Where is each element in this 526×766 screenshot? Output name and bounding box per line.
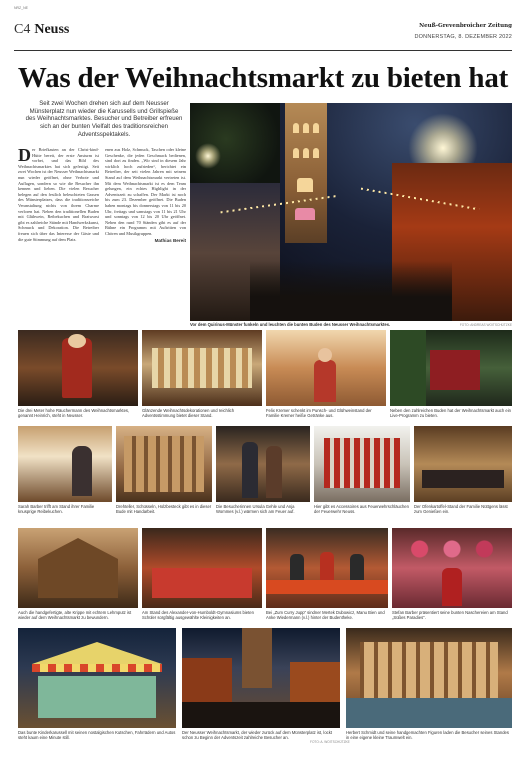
dateline: DONNERSTAG, 8. DEZEMBER 2022: [414, 34, 512, 40]
church-tower: [285, 103, 327, 243]
photo-12-caption: Bei „Zum Curry Jupp“ sindner Mertek Dubowicz, Manu Bien und Anke Wiedermann (v.l.) hinter der Budentheke.: [266, 610, 385, 621]
article-text-1: er Briefkasten an der Christ-kind-Hütte bereit, der erste Ansturm ist vorbei, und das Bild des Weihnachtsmarktes hat sich gefestigt. Seit zwei Wochen ist der Neusser Weihnachtsmarkt nun wieder geöffnet, ohne Verbote und Auflagen, sondern so wie die Besucher ihn kennen und lieben. Die vielen Besucher belegen auf den festlich beleuchteten Gassen des Münsterplatzes, dass die traditionsreiche Veranstaltung nichts von ihrem Charme verloren hat. Neben den traditionellen Buden mit Glühwein, Reibekuchen und Bratwurst gibt es zahlreiche Stände mit Handwerkskunst, Schmuck und Dekoration. Die Betreiber freuen sich über das Interesse der Gäste und die gute Stimmung auf dem Platz.: [18, 147, 99, 242]
author-byline: Mathias Bereit: [154, 237, 186, 243]
article-body: [18, 147, 186, 323]
header-rule: [14, 50, 512, 51]
hero-credit: FOTO: ANDREAS WOITSCHÜTZKE: [459, 323, 512, 327]
photo-6-caption: Drehteller, Schüsseln, Holzbesteck gibt es in dieser Bude mit Handarbeit.: [116, 504, 212, 515]
section-code: C4: [14, 22, 31, 37]
article-text-2: enen aus Holz, Schmuck, Taschen oder kleine Geschenke, die jeden Geschmack bedienen, sind dort zu finden. „Wir sind in diesem Jahr wirklich hoch zufrieden“, berichtet ein Betreiber, der seit vielen Jahren mit seinem Stand auf dem Weihnachtsmarkt vertreten ist. Mit dem Weihnachtsmarkt ist es dem Team gelungen, ein echtes Highlight in der Adventszeit zu schaffen. Der Markt ist noch bis zum 23. Dezember geöffnet. Die Buden haben montags bis donnerstags von 11 bis 20 Uhr, freitags und samstags von 11 bis 21 Uhr und sonntags von 12 bis 20 Uhr geöffnet. Neben den rund 70 Ständen gibt es auf der Bühne ein Programm mit Auftritten von Chören und Musikgruppen.: [105, 147, 186, 236]
photo-2-caption: Glänzende Weihnachtsdekorationen und reichlich Adventsstimmung bietet dieser Stand.: [142, 408, 235, 419]
page-header: [14, 10, 512, 48]
photo-1-caption: Die drei Meter hohe Räuchermann des Weihnachtsmarktes, genannt Heinrich, steht in Neusser.: [18, 408, 130, 419]
photo-4: [390, 330, 512, 406]
photo-11-caption: Am Stand des Alexander-von-Humboldt-Gymnasiums bieten Schüler sorgfältig ausgewählte Kleinigkeiten an.: [142, 610, 254, 621]
photo-16-caption: Herbert Schmidt und seine handgemachten Figuren laden die Besucher seines Standes in eine eigene kleine Traumwelt ein.: [346, 730, 509, 741]
photo-5: [18, 426, 112, 502]
photo-9-caption: Der Ofenkartoffel-Stand der Familie Nüttgens lässt zum Genießen ein.: [414, 504, 508, 515]
dropcap: D: [18, 147, 31, 165]
photo-1: [18, 330, 138, 406]
photo-8-caption: Hier gibt es Accessoires aus Feuerwehrschläuchen der Feuerwehr Neuss.: [314, 504, 409, 515]
masthead: Neuß-Grevenbroicher Zeitung: [419, 23, 512, 29]
headline: Was der Weihnachtsmarkt zu bieten hat: [17, 62, 509, 94]
photo-12: [266, 528, 388, 608]
photo-7: [216, 426, 310, 502]
photo-13-caption: Stefan Barber präsentiert seine bunten Naschereien am Stand „Süßes Paradies“.: [392, 610, 508, 621]
photo-14: [18, 628, 176, 728]
photo-2: [142, 330, 262, 406]
photo-15-caption: Der Neusser Weihnachtsmarkt, der wieder zurück auf dem Münsterplatz ist, lockt schon zu Beginn der Adventszeit zahlreiche Besucher an.: [182, 730, 333, 741]
photo-11: [142, 528, 262, 608]
intro-text: Seit zwei Wochen drehen sich auf dem Neusser Münsterplatz nun wieder die Karussells und Grillspieße des Weihnachtsmarktes. Besucher und Betreiber erfreuen sich an der bunten Vielfalt des traditionsreichen Adventsspektakels.: [25, 100, 183, 138]
photo-3: [266, 330, 386, 406]
photo-8: [314, 426, 410, 502]
article-column-1: [18, 147, 99, 323]
photo-15-credit: FOTO: A. WOITSCHÜTZKE: [310, 740, 350, 744]
photo-4-caption: Neben den zahlreichen Buden hat der Weihnachtsmarkt auch ein Live-Programm zu bieten.: [390, 408, 511, 419]
photo-7-caption: Die Besucherinnen Ursula Gehle und Anja Wommes (v.l.) wärmen sich am Feuer auf.: [216, 504, 295, 515]
photo-14-caption: Das bunte Kinderkarussell mit seinen nostalgischen Kutschen, Fahrrädern und Autos steht kaum eine Minute still.: [18, 730, 176, 741]
photo-6: [116, 426, 212, 502]
crowd: [250, 261, 452, 321]
section-label: [14, 22, 69, 38]
photo-3-caption: Felix Kremer schenkt im Punsch- und Glühweinstand der Familie Kremer heiße Getränke aus.: [266, 408, 372, 419]
photo-5-caption: Sarah Barber trifft am Stand ihrer Familie knusprige Reibekuchen.: [18, 504, 95, 515]
article-column-2: [105, 147, 186, 323]
hero-photo: [190, 103, 512, 321]
photo-9: [414, 426, 512, 502]
photo-16: [346, 628, 512, 728]
hero-caption: Vor dem Quirinus-Münster funkeln und leuchten die bunten Buden des Neusser Weihnachtsmarktes.: [190, 322, 391, 327]
photo-15: [182, 628, 340, 728]
photo-10: [18, 528, 138, 608]
photo-13: [392, 528, 512, 608]
section-name: Neuss: [34, 22, 70, 37]
page-slug: NRZ_NE: [14, 6, 29, 10]
photo-10-caption: Auch die handgefertigte, alte Krippe mit echtem Lehmputz ist wieder auf dem Weihnachtsmarkt zu bewundern.: [18, 610, 132, 621]
